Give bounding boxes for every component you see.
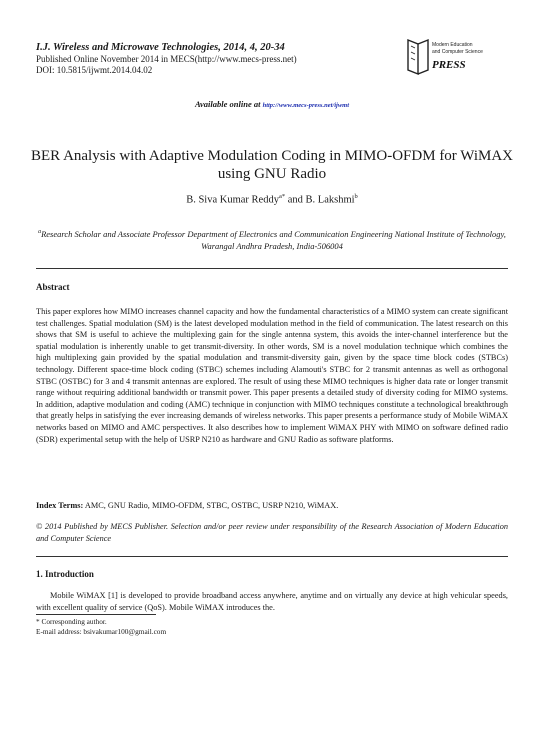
journal-header: [36, 42, 396, 76]
affiliation-marker: a: [38, 229, 42, 235]
logo-line-1: Modern Education: [432, 42, 473, 48]
author-list: [0, 193, 544, 206]
abstract-heading: Abstract: [36, 282, 70, 292]
publisher-logo: [404, 30, 483, 78]
doi-text: DOI: 10.5815/ijwmt.2014.04.02: [36, 65, 153, 75]
affiliation-text: Research Scholar and Associate Professor Department of Electronics and Communication Engineering National Institute of Technology, Warangal Andhra Pradesh, India-506004: [41, 228, 506, 251]
logo-line-2: and Computer Science: [432, 49, 483, 55]
footnote-divider: [36, 614, 156, 615]
paper-title: BER Analysis with Adaptive Modulation Coding in MIMO-OFDM for WiMAX using GNU Radio: [30, 148, 514, 182]
introduction-heading: 1. Introduction: [36, 569, 94, 579]
journal-citation: I.J. Wireless and Microwave Technologies, 2014, 4, 20-34: [36, 42, 285, 53]
corresponding-author-note: * Corresponding author.: [36, 617, 107, 626]
divider-bottom: [36, 556, 508, 557]
index-terms: [36, 501, 508, 510]
logo-book-icon: [408, 40, 418, 74]
author-separator: and: [285, 194, 306, 206]
index-terms-value: AMC, GNU Radio, MIMO-OFDM, STBC, OSTBC, USRP N210, WiMAX.: [83, 501, 339, 510]
logo-mark: PRESS: [432, 59, 466, 71]
email-address: E-mail address: bsivakumar100@gmail.com: [36, 627, 167, 636]
author-1-marker: a*: [278, 193, 286, 200]
journal-link[interactable]: http://www.mecs-press.net/ijwmt: [262, 102, 350, 109]
copyright-notice: © 2014 Published by MECS Publisher. Selection and/or peer review under responsibility of the Research Association of Modern Education and Computer Science: [36, 522, 508, 543]
abstract-body: This paper explores how MIMO increases channel capacity and how the fundamental characteristics of a MIMO system can create significant test challenges. Spatial modulation (SM) is the latest developed modulation method in the field of communication. The latest research on this shows that SM is useful to achieve the multiplexing gain for the single antenna system, this avoids the inter-channel interference but the spatial modulation is inherently unable to get transmit-diversity. In other words, SM is a novel modulation technique which combines the high multiplexing gain provided by the spatial modulation and transmit-diversity gain, given by the space time block codes (STBCs) technology. Different space-time block coding (STBC) schemes including Alamouti's STBC for 2 transmit antennas as well as orthogonal STBC (OSTBC) for 3 and 4 transmit antennas are explored. The result of using these MIMO techniques is higher data rate or longer transmit range without requiring additional bandwidth or transmit power. This paper presents a detailed study of diversity coding for MIMO systems. In addition, adaptive modulation and coding (AMC) technique in conjunction with MIMO techniques constitute a technological breakthrough that greatly helps in satisfying the ever increasing demands of wireless networks. This paper presents a performance study of Mobile WiMAX networks based on MIMO and AMC perspectives. It also describes how to implement WiMAX PHY with MIMO on software defined radio (SDR) experimental setup with the help of USRP N210 as hardware and GNU Radio as software platforms.: [36, 307, 508, 444]
divider-top: [36, 268, 508, 269]
publication-note: Published Online November 2014 in MECS(http://www.mecs-press.net): [36, 54, 297, 64]
availability-line: [0, 99, 544, 109]
author-2-marker: b: [354, 193, 358, 200]
affiliation: [30, 226, 514, 252]
introduction-body: Mobile WiMAX [1] is developed to provide broadband access anywhere, anytime and on virtually any device at high vehicular speeds, with excellent quality of service (QoS). Mobile WiMAX introduces the.: [36, 591, 508, 612]
author-1: B. Siva Kumar Reddy: [186, 194, 279, 206]
availability-label: Available online at: [194, 99, 261, 109]
author-2: B. Lakshmi: [305, 194, 355, 206]
index-terms-label: Index Terms:: [36, 501, 84, 510]
